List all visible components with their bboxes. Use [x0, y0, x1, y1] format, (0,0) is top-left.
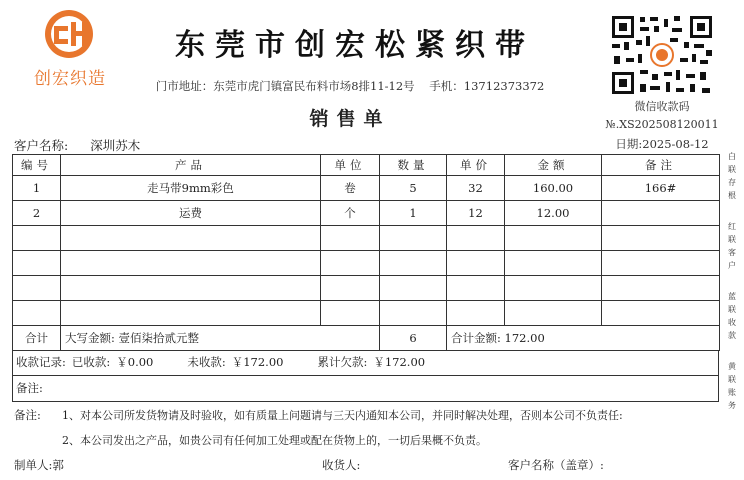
strip-char: 红 [728, 222, 736, 231]
qr-caption: 微信收款码 [634, 100, 690, 113]
total-words-value: 壹佰柒拾贰元整 [118, 331, 200, 345]
remark-label: 备注: [16, 381, 43, 395]
customer-line [14, 136, 140, 154]
strip-char: 联 [728, 165, 736, 174]
col-header-price: 单价 [447, 155, 505, 176]
footer-receiver [322, 457, 360, 473]
notes-label: 备注: [14, 408, 41, 422]
receiver-label: 收货人: [322, 458, 361, 472]
footer-customer-stamp [508, 457, 604, 473]
owed-label: 累计欠款: [317, 355, 368, 369]
copy-blue [724, 290, 740, 342]
table-row-empty [13, 251, 720, 276]
doc-date [600, 136, 724, 152]
total-amount-cell [447, 326, 720, 351]
maker-label: 制单人: [14, 458, 53, 472]
note-line-2: 2、本公司发出之产品，如贵公司有任何加工处理或配在货物上的，一切后果概不负责。 [62, 434, 487, 447]
copy-white [724, 150, 740, 202]
address-line [110, 78, 590, 94]
cell-price: 12 [447, 201, 505, 226]
strip-char: 联 [728, 235, 736, 244]
date-label: 日期: [615, 137, 643, 151]
company-name: 东莞市创宏松紧织带 [175, 28, 535, 63]
customer-stamp-label: 客户名称（盖章）: [508, 458, 604, 472]
footer-maker [14, 457, 64, 473]
address-label: 门市地址： [155, 79, 214, 93]
remark-row [12, 376, 719, 402]
total-amount-label: 合计金额: [451, 331, 501, 345]
cell-amount: 160.00 [505, 176, 602, 201]
table-total-row [13, 326, 720, 351]
strip-char: 根 [728, 191, 736, 200]
qr-code-icon [610, 14, 714, 96]
doc-number: №.XS202508120011 [605, 118, 719, 131]
col-header-remark: 备注 [602, 155, 720, 176]
unreceived-value: ￥172.00 [231, 355, 284, 369]
customer-label: 客户名称: [14, 138, 69, 153]
logo-mark-icon [34, 8, 104, 62]
note-line-1: 1、对本公司所发货物请及时验收，如有质量上问题请与三天内通知本公司，并同时解决处理，否则本公司不负责任: [62, 409, 623, 422]
col-header-unit: 单位 [321, 155, 380, 176]
copy-yellow [724, 360, 740, 412]
strip-char: 务 [728, 401, 736, 410]
received-value: ￥0.00 [116, 355, 154, 369]
total-words-cell [61, 326, 380, 351]
copy-distribution-strip [724, 150, 740, 430]
strip-char: 白 [728, 152, 736, 161]
col-header-qty: 数量 [380, 155, 447, 176]
table-header-row [13, 155, 720, 176]
total-qty: 6 [380, 326, 447, 351]
cell-product: 走马带9mm彩色 [61, 176, 321, 201]
total-words-label: 大写金额: [65, 331, 115, 345]
table-row [13, 201, 720, 226]
col-header-no: 编号 [13, 155, 61, 176]
sales-table [12, 154, 720, 351]
strip-char: 联 [728, 305, 736, 314]
cell-no: 2 [13, 201, 61, 226]
unreceived-label: 未收款: [187, 355, 226, 369]
cell-qty: 1 [380, 201, 447, 226]
strip-char: 户 [728, 261, 736, 270]
strip-char: 联 [728, 375, 736, 384]
cell-unit: 个 [321, 201, 380, 226]
owed-value: ￥172.00 [373, 355, 426, 369]
cell-amount: 12.00 [505, 201, 602, 226]
total-amount-value: 172.00 [504, 331, 545, 345]
cell-remark [602, 201, 720, 226]
payment-record-row [12, 350, 719, 376]
strip-char: 账 [728, 388, 736, 397]
cell-no: 1 [13, 176, 61, 201]
strip-char: 款 [728, 331, 736, 340]
wechat-qr-code [610, 14, 714, 96]
payment-label: 收款记录: [16, 355, 66, 369]
strip-char: 存 [728, 178, 736, 187]
phone-value: 13712373372 [463, 79, 545, 93]
address-value: 东莞市虎门镇富民布料市场8排11-12号 [213, 79, 415, 93]
strip-char: 收 [728, 318, 736, 327]
cell-remark: 166# [602, 176, 720, 201]
cell-product: 运费 [61, 201, 321, 226]
col-header-product: 产品 [61, 155, 321, 176]
logo-text: 创宏织造 [34, 69, 106, 89]
table-row [13, 176, 720, 201]
strip-char: 黄 [728, 362, 736, 371]
date-value: 2025-08-12 [642, 137, 709, 151]
strip-char: 客 [728, 248, 736, 257]
doc-title: 销售单 [309, 108, 391, 130]
received-label: 已收款: [71, 355, 111, 369]
maker-value: 郭 [52, 458, 64, 472]
total-label: 合计 [13, 326, 61, 351]
table-row-empty [13, 276, 720, 301]
cell-price: 32 [447, 176, 505, 201]
cell-unit: 卷 [321, 176, 380, 201]
col-header-amount: 金额 [505, 155, 602, 176]
table-row-empty [13, 226, 720, 251]
strip-char: 蓝 [728, 292, 736, 301]
customer-name: 深圳苏木 [90, 138, 141, 153]
phone-label: 手机： [429, 79, 464, 93]
table-row-empty [13, 301, 720, 326]
copy-red [724, 220, 740, 272]
cell-qty: 5 [380, 176, 447, 201]
company-logo [30, 8, 110, 90]
